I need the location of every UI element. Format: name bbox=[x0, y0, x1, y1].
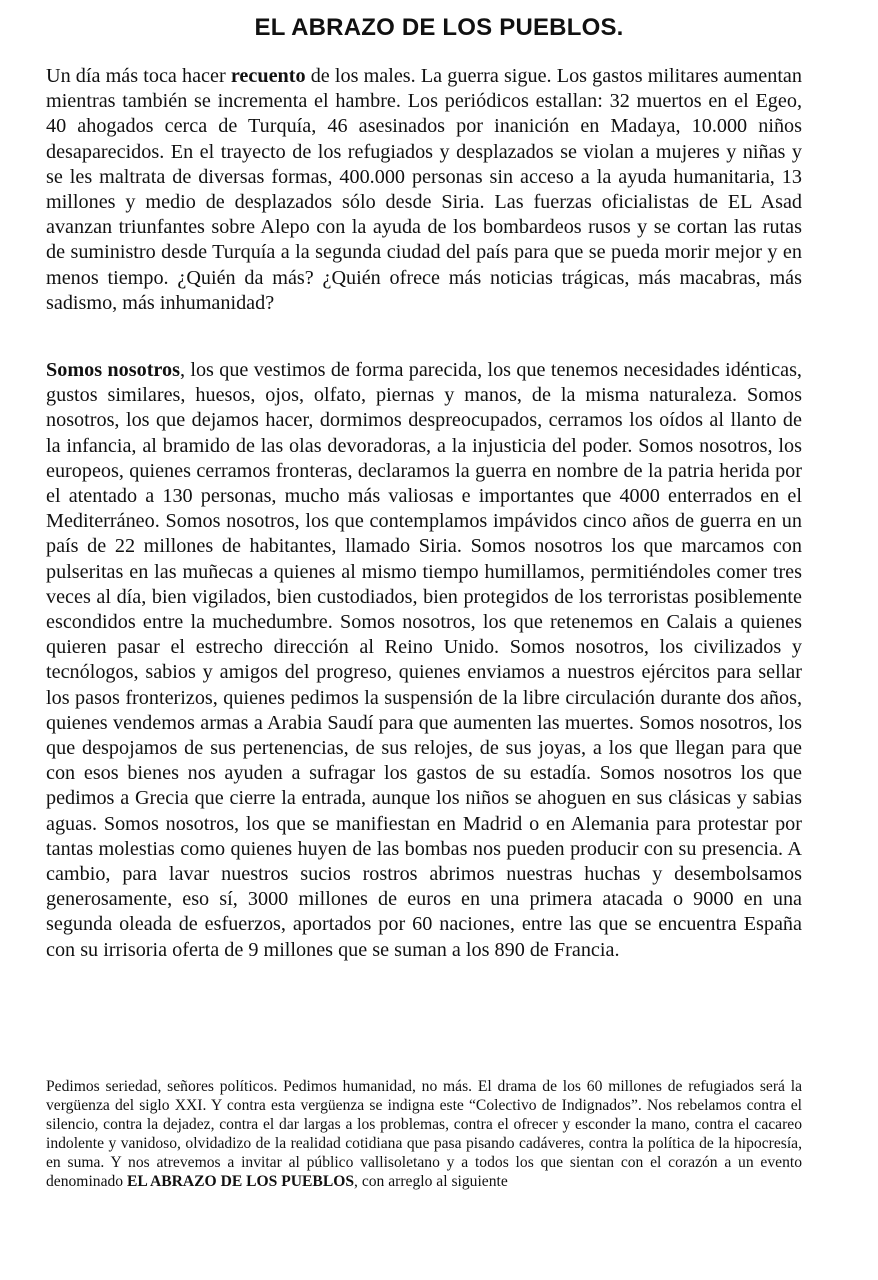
document-title: EL ABRAZO DE LOS PUEBLOS. bbox=[254, 14, 624, 41]
paragraph-1-bold-word: recuento bbox=[230, 65, 306, 87]
paragraph-3-text-end: , con arreglo al siguiente bbox=[354, 1172, 508, 1190]
paragraph-1-text-start: Un día más toca hacer bbox=[46, 65, 231, 87]
paragraph-3-event-name: EL ABRAZO DE LOS PUEBLOS bbox=[126, 1172, 355, 1190]
paragraph-1-text-rest: de los males. La guerra sigue. Los gastos militares aumentan mientras también se incrementa el hambre. Los periódicos estallan: 32 muertos en el Egeo, 40 ahogados cerca de Turquía, 46 asesinados por inanición en Madaya, 10.000 niños desaparecidos. En el trayecto de los refugiados y desplazados se violan a mujeres y niñas y se les maltrata de diversas formas, 400.000 personas sin acceso a la ayuda humanitaria, 13 millones y medio de desplazados sólo desde Siria. Las fuerzas oficialistas de EL Asad avanzan triunfantes sobre Alepo con la ayuda de los bombardeos rusos y se cortan las rutas de suministro desde Turquía a la segunda ciudad del país para que se pueda morir mejor y en menos tiempo. ¿Quién da más? ¿Quién ofrece más noticias trágicas, más macabras, más sadismo, más inhumanidad? bbox=[46, 65, 802, 314]
paragraph-1 bbox=[46, 64, 802, 316]
paragraph-2-text-rest: , los que vestimos de forma parecida, los que tenemos necesidades idénticas, gustos similares, huesos, ojos, olfato, piernas y manos, de la misma naturaleza. Somos nosotros, los que dejamos hacer, dormimos despreocupados, cerramos los oídos al llanto de la infancia, al bramido de las olas devoradoras, a la injusticia del poder. Somos nosotros, los europeos, quienes cerramos fronteras, declaramos la guerra en nombre de la patria herida por el atentado a 130 personas, mucho más valiosas e importantes que 4000 enterrados en el Mediterráneo. Somos nosotros, los que contemplamos impávidos cinco años de guerra en un país de 22 millones de habitantes, llamado Siria. Somos nosotros los que marcamos con pulseritas en las muñecas a quienes al mismo tiempo humillamos, permitiéndoles comer tres veces al día, bien vigilados, bien custodiados, bien protegidos de los terroristas posiblemente escondidos entre la muchedumbre. Somos nosotros, los que retenemos en Calais a quienes quieren pasar el estrecho dirección al Reino Unido. Somos nosotros, los civilizados y tecnólogos, sabios y amigos del progreso, quienes enviamos a nuestros ejércitos para sellar los pasos fronterizos, quienes pedimos la suspensión de la libre circulación durante dos años, quienes vendemos armas a Arabia Saudí para que aumenten las muertes. Somos nosotros, los que despojamos de sus pertenencias, de sus relojes, de sus joyas, a los que llegan para que con esos bienes nos ayuden a sufragar los gastos de su estadía. Somos nosotros los que pedimos a Grecia que cierre la entrada, aunque los niños se ahoguen en sus clásicas y sabias aguas. Somos nosotros, los que se manifiestan en Madrid o en Alemania para protestar por tantas molestias como quienes huyen de las bombas nos pueden producir con su presencia. A cambio, para lavar nuestros sucios rostros abrimos nuestras huchas y desembolsamos generosamente, eso sí, 3000 millones de euros en una primera atacada o 9000 en una segunda oleada de esfuerzos, aportados por 60 naciones, entre las que se encuentra España con su irrisoria oferta de 9 millones que se suman a los 890 de Francia. bbox=[46, 359, 802, 961]
paragraph-3-text-start: Pedimos seriedad, señores políticos. Pedimos humanidad, no más. El drama de los 60 millones de refugiados será la vergüenza del siglo XXI. Y contra esta vergüenza se indigna este “Colectivo de Indignados”. Nos rebelamos contra el silencio, contra la dejadez, contra el dar largas a los problemas, contra el ofrecer y esconder la mano, contra el cacareo indolente y vanidoso, olvidadizo de la realidad cotidiana que pasa pisando cadáveres, contra la política de la hipocresía, en suma. Y nos atrevemos a invitar al público vallisoletano y a todos los que sientan con el corazón a un evento denominado bbox=[46, 1078, 802, 1190]
paragraph-3 bbox=[46, 1078, 802, 1191]
paragraph-2-bold-lead: Somos nosotros bbox=[46, 359, 180, 381]
paragraph-2 bbox=[46, 358, 802, 963]
